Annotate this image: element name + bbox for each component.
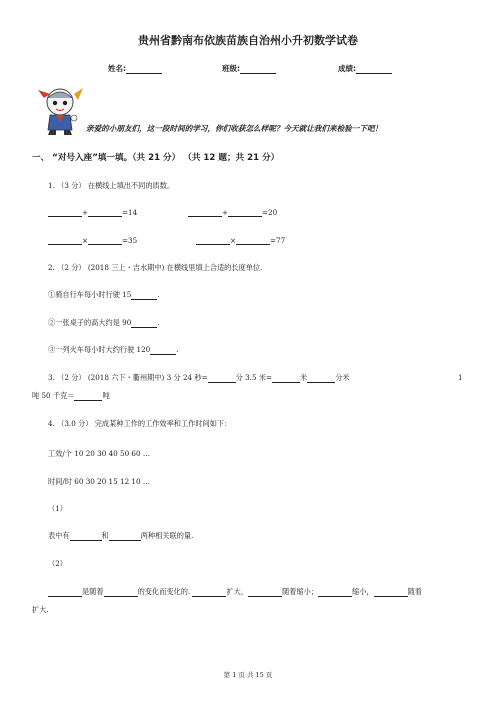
score-field <box>338 63 392 74</box>
question-2-head: 2. （2 分） (2018 三上・吉水期中) 在横线里填上合适的长度单位. <box>48 263 263 272</box>
answer-blank[interactable] <box>196 237 230 245</box>
score-blank[interactable] <box>356 65 392 74</box>
answer-blank[interactable] <box>150 347 176 355</box>
greeting-text: 亲爱的小朋友们，这一段时间的学习，你们收获怎么样呢？今天就让我们来检验一下吧！ <box>86 124 383 133</box>
question-4-sub-2-text: 是随着 的变化而变化的. 扩大， 随着缩小； 缩小， 随着 <box>48 587 422 597</box>
answer-blank[interactable] <box>236 237 270 245</box>
section-1-title: 一、 “对号入座”填一填。（共 21 分） （共 12 题；共 21 分） <box>32 153 280 163</box>
question-4-head: 4. （3.0 分） 完成某种工作的工作效率和工作时间如下： <box>48 419 232 428</box>
answer-blank[interactable] <box>109 533 141 541</box>
question-1-line-1: + =14 <box>48 208 137 217</box>
question-3-tail: 1 <box>458 373 463 382</box>
question-4-sub-2-line-2: 扩大. <box>32 605 49 614</box>
question-4-row-2: 时间/时 60 30 20 15 12 10 … <box>48 477 151 486</box>
class-label: 班级: <box>222 64 240 73</box>
question-1-line-1b: + =20 <box>188 208 277 217</box>
answer-blank[interactable] <box>248 589 282 597</box>
answer-blank[interactable] <box>318 589 352 597</box>
answer-blank[interactable] <box>374 589 408 597</box>
answer-blank[interactable] <box>192 589 226 597</box>
question-3-line-2: 吨 50 千克＝ 吨 <box>32 391 110 400</box>
answer-blank[interactable] <box>48 209 82 217</box>
question-4-sub-1-label: （1） <box>48 504 67 513</box>
answer-blank[interactable] <box>104 589 138 597</box>
answer-blank[interactable] <box>48 589 82 597</box>
name-field <box>108 63 162 74</box>
answer-blank[interactable] <box>70 533 102 541</box>
answer-blank[interactable] <box>307 375 335 383</box>
question-1-line-2: × =35 <box>48 236 137 245</box>
class-field <box>222 63 276 74</box>
question-1-head: 1. （3 分） 在横线上填出不同的质数。 <box>48 181 175 190</box>
answer-blank[interactable] <box>88 209 122 217</box>
answer-blank[interactable] <box>88 237 122 245</box>
answer-blank[interactable] <box>272 375 300 383</box>
question-2-item-3: ③一列火车每小时大约行驶 120 . <box>48 345 179 354</box>
question-4-row-1: 工效/个 10 20 30 40 50 60 … <box>48 449 151 458</box>
question-2-item-2: ②一张桌子的高大约是 90 . <box>48 318 160 327</box>
answer-blank[interactable] <box>48 237 82 245</box>
class-blank[interactable] <box>240 65 276 74</box>
question-4-sub-1-text: 表中有 和 两种相关联的量. <box>48 531 194 540</box>
question-2-item-1: ①骑自行车每小时行驶 15 . <box>48 290 160 299</box>
name-label: 姓名: <box>108 64 126 73</box>
question-4-sub-2-label: （2） <box>48 559 67 568</box>
page-title: 贵州省黔南布依族苗族自治州小升初数学试卷 <box>138 34 358 47</box>
answer-blank[interactable] <box>131 292 157 300</box>
answer-blank[interactable] <box>208 375 236 383</box>
page-footer: 第 1 页 共 15 页 <box>223 671 273 679</box>
mascot-icon <box>36 84 84 136</box>
answer-blank[interactable] <box>188 209 222 217</box>
question-1-line-2b: × =77 <box>196 236 285 245</box>
question-3-line-1: 3. （2 分） (2018 六下・衢州期中) 3 分 24 秒= 分 3.5 米= 米 分米 <box>48 373 350 382</box>
answer-blank[interactable] <box>228 209 262 217</box>
name-blank[interactable] <box>126 65 162 74</box>
answer-blank[interactable] <box>131 320 157 328</box>
answer-blank[interactable] <box>74 393 102 401</box>
score-label: 成绩: <box>338 64 356 73</box>
